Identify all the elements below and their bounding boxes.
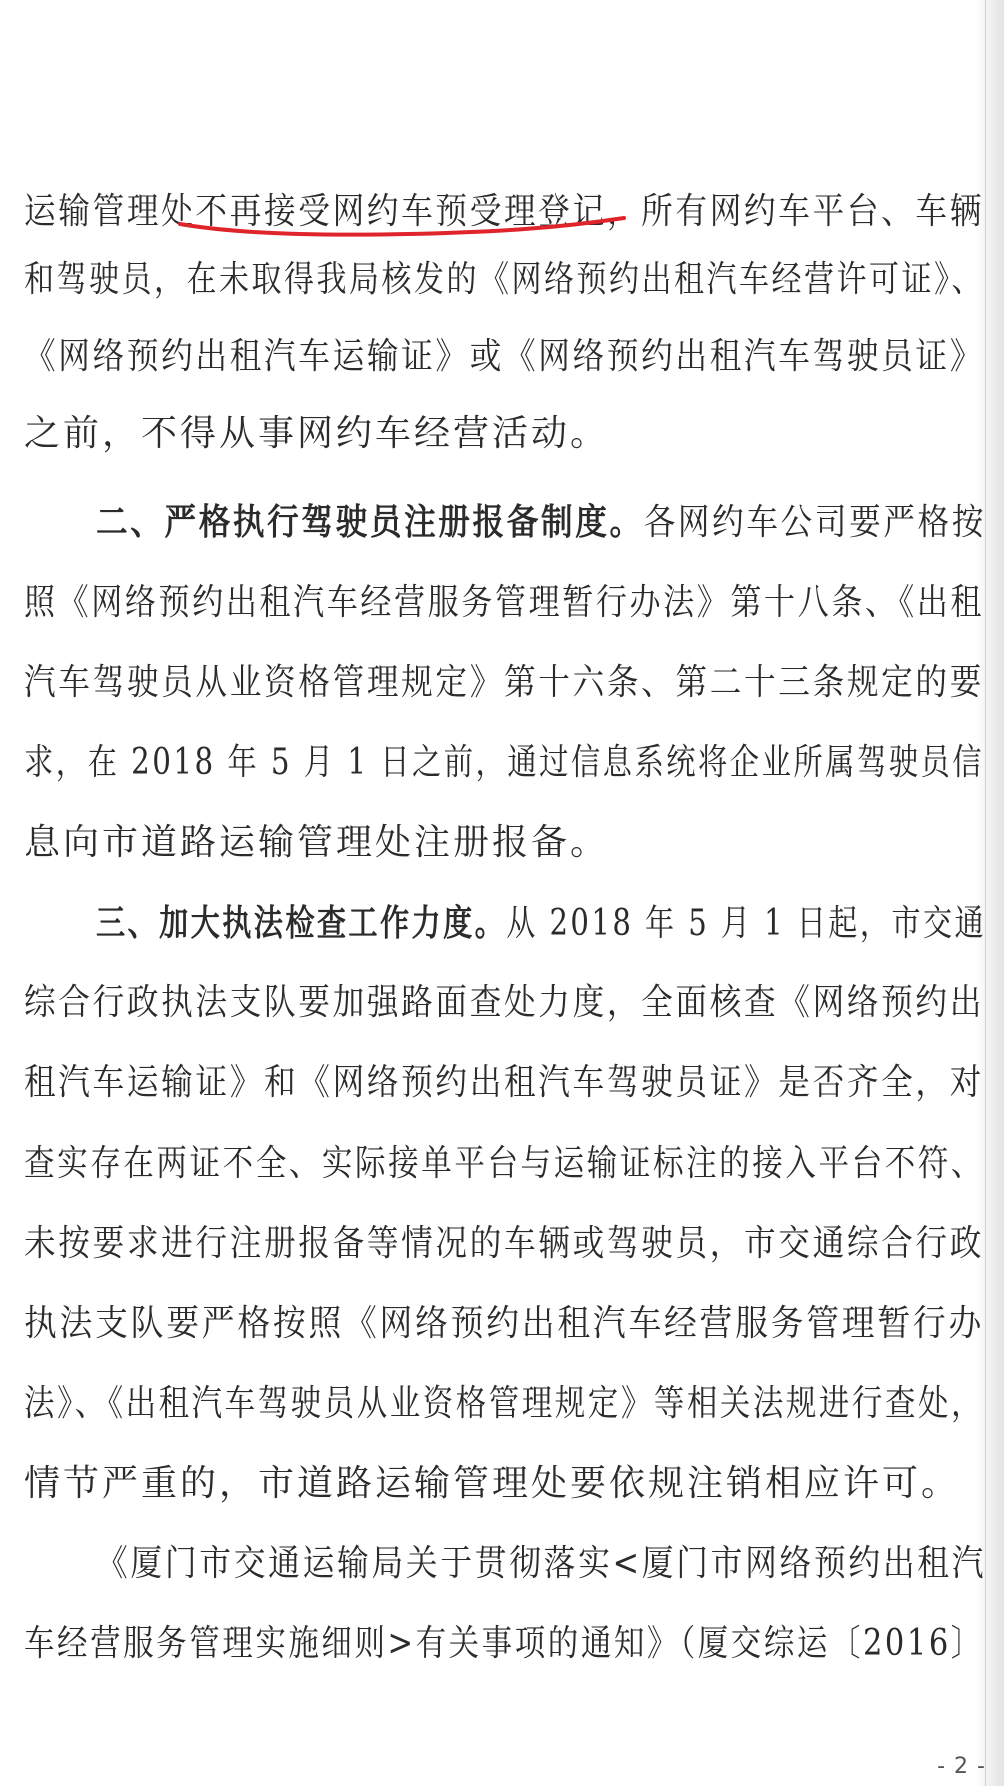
- text-line: 法》、《出租汽车驾驶员从业资格管理规定》等相关法规进行查处，: [24, 1383, 985, 1424]
- text-line: 车经营服务管理实施细则>有关事项的通知》（厦交综运〔2016〕: [24, 1623, 984, 1664]
- section-two-heading-line: [96, 497, 987, 547]
- text-line: 之前，不得从事网约车经营活动。: [24, 413, 610, 454]
- text-line: 汽车驾驶员从业资格管理规定》第十六条、第二十三条规定的要: [24, 662, 985, 703]
- text-line: 查实存在两证不全、实际接单平台与运输证标注的接入平台不符、: [24, 1143, 985, 1184]
- text-line: 息向市道路运输管理处注册报备。: [24, 822, 610, 863]
- red-underline-stroke: [180, 218, 624, 235]
- text-line: 照《网络预约出租汽车经营服务管理暂行办法》第十八条、《出租: [24, 582, 985, 623]
- section-three-heading: 三、加大执法检查工作力度。: [96, 902, 507, 944]
- text-span: 从 2018 年 5 月 1 日起，市交通: [506, 903, 987, 944]
- text-line: 未按要求进行注册报备等情况的车辆或驾驶员，市交通综合行政: [24, 1223, 985, 1264]
- text-span: 各网约车公司要严格按: [643, 502, 987, 543]
- text-line: 《网络预约出租汽车运输证》或《网络预约出租汽车驾驶员证》: [24, 336, 985, 377]
- text-line: 和驾驶员，在未取得我局核发的《网络预约出租汽车经营许可证》、: [24, 259, 985, 300]
- text-line: 执法支队要严格按照《网络预约出租汽车经营服务管理暂行办: [24, 1303, 985, 1344]
- text-line: 运输管理处不再接受网约车预受理登记，所有网约车平台、车辆: [24, 191, 985, 232]
- text-line: 情节严重的，市道路运输管理处要依规注销相应许可。: [24, 1463, 961, 1504]
- text-line: 《厦门市交通运输局关于贯彻落实<厦门市网络预约出租汽: [96, 1543, 987, 1584]
- text-line: 租汽车运输证》和《网络预约出租汽车驾驶员证》是否齐全，对: [24, 1062, 985, 1103]
- red-underline-mark: [178, 214, 626, 244]
- text-line: 求，在 2018 年 5 月 1 日之前，通过信息系统将企业所属驾驶员信: [24, 742, 985, 783]
- text-line: 综合行政执法支队要加强路面查处力度，全面核查《网络预约出: [24, 982, 985, 1023]
- section-two-heading: 二、严格执行驾驶员注册报备制度。: [96, 501, 644, 543]
- page-number: - 2 -: [937, 1754, 986, 1779]
- section-three-heading-line: [96, 898, 987, 948]
